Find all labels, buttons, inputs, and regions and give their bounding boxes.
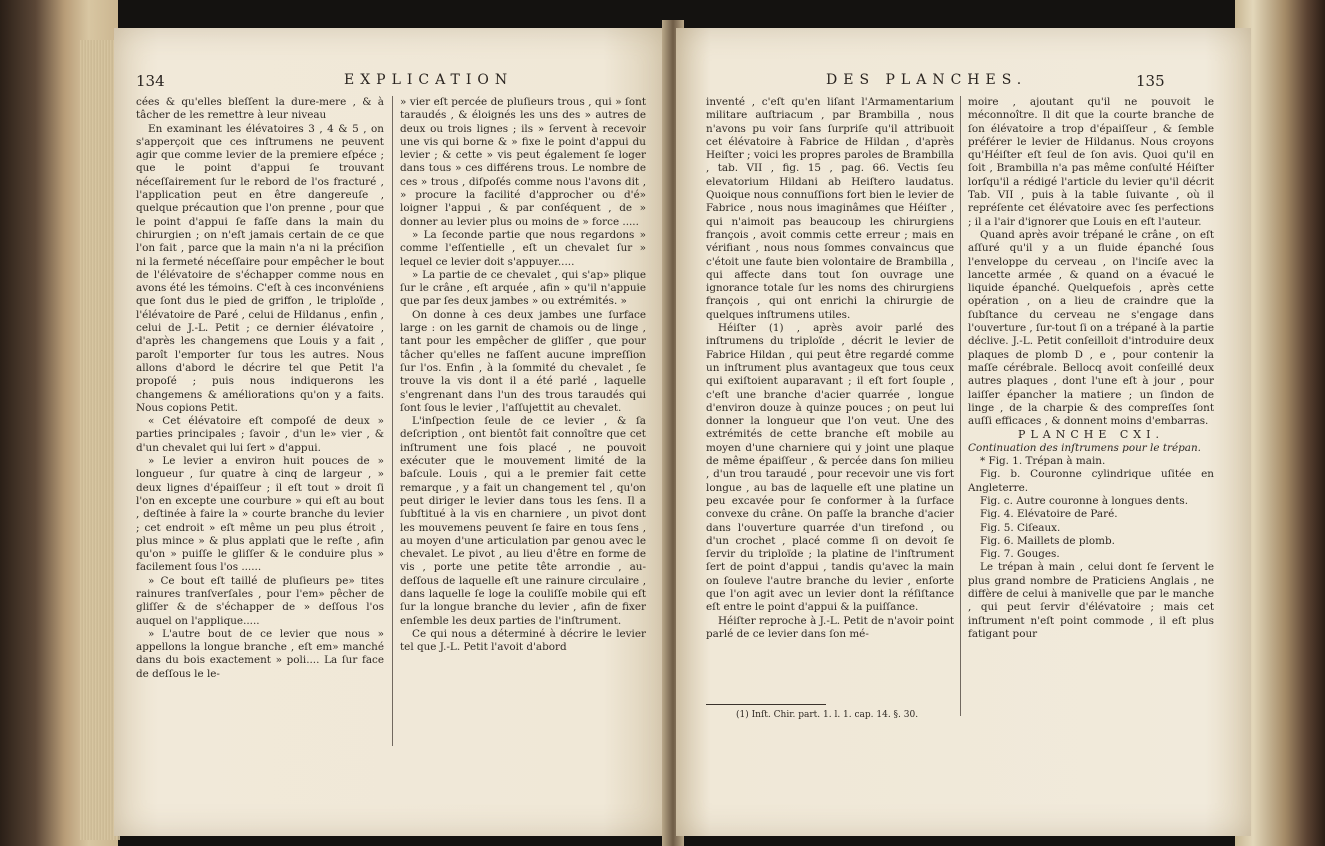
paragraph: » Le levier a environ huit pouces de » longueur , ſur quatre à cinq de largeur , » deux lignes d'épaiſſeur ; il eſt tout » droit ſi l'on en excepte une courbure » qui eſt au bout , deſtinée à faire la » courte branche du levier ; cet endroit » eſt même un peu plus étroit , plus mince » & plus applati que le reſte , afin qu'on » puiſſe le gliſſer & le conduire plus » facilement ſous l'os ...... bbox=[136, 455, 384, 574]
plate-heading: PLANCHE CXI. bbox=[1018, 428, 1164, 442]
paragraph: « Cet élévatoire eſt compoſé de deux » parties principales ; ſavoir , d'un le» vier , & d'un chevalet qui lui ſert » d'appui. bbox=[136, 415, 384, 454]
figure-item: Fig. 6. Maillets de plomb. bbox=[980, 534, 1115, 547]
paragraph: Héiſter reproche à J.-L. Petit de n'avoir point parlé de ce levier dans ſon mé- bbox=[706, 614, 954, 640]
left-column-2 bbox=[400, 96, 646, 654]
footnote: (1) Inſt. Chir. part. 1. l. 1. cap. 14. §. 30. bbox=[736, 710, 919, 720]
paragraph: Le trépan à main , celui dont ſe ſervent le plus grand nombre de Praticiens Anglais , ne diffère de celui à manivelle que par le manche , qui peut ſervir d'élévatoire ; mais cet inſtrument n'eſt point commode , il eſt plus fatigant pour bbox=[968, 561, 1214, 640]
footnote-rule bbox=[706, 704, 826, 705]
column-rule bbox=[960, 96, 961, 716]
plate-subtitle: Continuation des inſtrumens pour le trépan. bbox=[968, 441, 1201, 454]
paragraph: cées & qu'elles bleſſent la dure-mere , & à tâcher de les remettre à leur niveau bbox=[136, 96, 384, 122]
figure-item: * Fig. 1. Trépan à main. bbox=[980, 455, 1106, 468]
paragraph: » L'autre bout de ce levier que nous » appellons la longue branche , eſt em» manché dans du bois exactement » poli.... La ſur face de deſſous le le- bbox=[136, 627, 384, 680]
paragraph: inventé , c'eſt qu'en liſant l'Armamentarium militare auſtriacum , par Brambilla , nous n'avons pu voir ſans ſurpriſe qu'il attribuoit cet élévatoire à Fabrice de Hildan , d'après Heiſter ; voici les propres paroles de Brambilla , tab. VII , fig. 15 , pag. 66. Vectis ſeu elevatorium Hildani ab Heiſtero laudatus. Quoique nous connuſſions fort bien le levier de Fabrice , nous nous imaginâmes que Héiſter , qui n'aimoit pas beaucoup les chirurgiens françois , avoit commis cette erreur ; mais en vérifiant , nous nous ſommes convaincus que c'étoit une faute bien volontaire de Brambilla , qui affecte dans tout ſon ouvrage une ignorance totale ſur les noms des chirurgiens françois , qui ont enrichi la chirurgie de quelques inſtrumens utiles. bbox=[706, 96, 954, 321]
right-column-1 bbox=[706, 96, 954, 641]
figure-item: Fig. c. Autre couronne à longues dents. bbox=[980, 494, 1189, 507]
figure-item: Fig. 5. Ciſeaux. bbox=[980, 521, 1061, 534]
right-running-head: DES PLANCHES. bbox=[826, 72, 1028, 88]
paragraph: On donne à ces deux jambes une ſurface large : on les garnit de chamois ou de linge , tant pour les empêcher de gliſſer , que pour tâcher qu'elles ne faſſent aucune impreſſion ſur l'os. Enfin , à la ſommité du chevalet , ſe trouve la vis dont il a été parlé , laquelle s'engrenant dans l'un des trous taraudés qui ſont ſous le levier , l'aſſujettit au chevalet. bbox=[400, 308, 646, 414]
paragraph: Quand après avoir trépané le crâne , on eſt aſſuré qu'il y a un fluide épanché ſous l'enveloppe du cerveau , on l'inciſe avec la lancette armée , & quand on a évacué le liquide épanché. Quelquefois , après cette opération , on a lieu de craindre que la ſubſtance du cerveau ne s'engage dans l'ouverture , ſur-tout ſi on a trépané à la partie déclive. J.-L. Petit conſeilloit d'introduire deux plaques de plomb D , e , pour contenir la maſſe cérébrale. Bellocq avoit conſeillé deux autres plaques , dont l'une eſt à jour , pour laiſſer épancher la matiere ; un ſindon de linge , de la charpie & des compreſſes ſont auſſi efficaces , & donnent moins d'embarras. bbox=[968, 228, 1214, 428]
paragraph: » Ce bout eſt taillé de pluſieurs pe» tites rainures tranſverſales , pour l'em» pêcher de gliſſer & de s'échapper de » deſſous l'os auquel on l'applique..... bbox=[136, 574, 384, 627]
paragraph: » La partie de ce chevalet , qui s'ap» plique ſur le crâne , eſt arquée , afin » qu'il n'appuie que par ſes deux jambes » ou extrémités. » bbox=[400, 268, 646, 308]
left-running-head: EXPLICATION bbox=[344, 72, 514, 88]
figure-item: Fig. 7. Gouges. bbox=[980, 548, 1060, 561]
left-column-1 bbox=[136, 96, 384, 681]
paragraph: » vier eſt percée de pluſieurs trous , qui » ſont taraudés , & éloignés les uns des » autres de deux ou trois lignes ; ils » ſervent à recevoir une vis qui borne & » fixe le point d'appui du levier ; & cette » vis peut également ſe loger dans tous » ces différens trous. Le nombre de ces » trous , diſpoſés comme nous l'avons dit , » procure la facilité d'approcher ou d'é» loigner l'appui , & par conſéquent , de » donner au levier plus ou moins de » force ..... bbox=[400, 96, 646, 228]
paragraph: L'inſpection ſeule de ce levier , & ſa deſcription , ont bientôt fait connoître que cet inſtrument une fois placé , ne pouvoit exécuter que le mouvement limité de la baſcule. Louis , qui a le premier fait cette remarque , y a fait un changement tel , qu'on peut diriger le levier dans tous les ſens. Il a ſubſtitué à la vis en charniere , un pivot dont les mouvemens peuvent ſe faire en tous ſens , au moyen d'une articulation par genou avec le chevalet. Le pivot , au lieu d'être en forme de vis , porte une petite tête arrondie , au-deſſous de laquelle eſt une rainure circulaire , dans laquelle ſe loge la couliſſe mobile qui eſt ſur la longue branche du levier , afin de fixer enſemble les deux parties de l'inſtrument. bbox=[400, 415, 646, 627]
right-page-number: 135 bbox=[1136, 72, 1165, 90]
right-column-2 bbox=[968, 96, 1214, 641]
paragraph: moire , ajoutant qu'il ne pouvoit le méconnoître. Il dit que la courte branche de ſon élévatoire a trop d'épaiſſeur , & ſemble préférer le levier de Hildanus. Nous croyons qu'Héiſter eſt ſeul de ſon avis. Quoi qu'il en ſoit , Brambilla n'a pas même conſulté Héiſter lorſqu'il a rédigé l'article du levier qu'il décrit Tab. VII , puis à la table ſuivante , où il repréſente cet élévatoire avec ſes perfections ; il a l'air d'ignorer que Louis en eſt l'auteur. bbox=[968, 96, 1214, 228]
paragraph: Héiſter (1) , après avoir parlé des inſtrumens du triploïde , décrit le levier de Fabrice Hildan , qui peut être regardé comme un inſtrument plus avantageux que tous ceux qui exiſtoient auparavant ; il eſt fort ſouple , c'eſt une branche d'acier quarrée , longue d'environ douze à quinze pouces ; on peut lui donner la longueur que l'on veut. Une des extrémités de cette branche eſt mobile au moyen d'une charniere qui y joint une plaque de même épaiſſeur , & percée dans ſon milieu , d'un trou taraudé , pour recevoir une vis fort longue , au bas de laquelle eſt une platine un peu excavée pour ſe conformer à la ſurface convexe du crâne. On paſſe la branche d'acier dans l'ouverture quarrée d'un tirefond , ou d'un crochet , placé comme ſi on devoit ſe ſervir du triploïde ; la platine de l'inſtrument ſert de point d'appui , tandis qu'avec la main on ſouleve l'autre branche du levier , enſorte que l'on agit avec un levier dont la réſiſtance eſt entre le point d'appui & la puiſſance. bbox=[706, 322, 954, 614]
left-page bbox=[114, 28, 670, 836]
paragraph: Ce qui nous a déterminé à décrire le levier tel que J.-L. Petit l'avoit d'abord bbox=[400, 627, 646, 654]
figure-item: Fig. b. Couronne cylindrique uſitée en Angleterre. bbox=[968, 468, 1214, 494]
figure-item: Fig. 4. Elévatoire de Paré. bbox=[980, 508, 1118, 521]
left-page-number: 134 bbox=[136, 72, 165, 90]
right-page bbox=[676, 28, 1251, 836]
paragraph: » La ſeconde partie que nous regardons » comme l'eſſentielle , eſt un chevalet ſur » lequel ce levier doit s'appuyer..... bbox=[400, 228, 646, 268]
paragraph: En examinant les élévatoires 3 , 4 & 5 , on s'apperçoit que ces inſtrumens ne peuvent agir que comme levier de la premiere eſpéce ; que le point d'appui ſe trouvant néceſſairement ſur le rebord de l'os fracturé , l'application peut en être dangereuſe , quelque précaution que l'on prenne , pour que le point d'appui ſe faſſe dans la main du chirurgien ; on n'eſt jamais certain de ce que l'on fait , parce que la main n'a ni la préciſion ni la fermeté néceſſaire pour empêcher le bout de l'élévatoire de s'échapper comme nous en avons été les témoins. C'eſt à ces inconvéniens que ſont dus le pied de griffon , le triploïde , l'élévatoire de Paré , celui de Hildanus , enfin , celui de J.-L. Petit ; ce dernier élévatoire , d'après les changemens que Louis y a fait , paroît l'emporter ſur tous les autres. Nous allons d'abord le décrire tel que Petit l'a propoſé ; puis nous indiquerons les changemens & améliorations qu'on y a faits. Nous copions Petit. bbox=[136, 122, 384, 414]
column-rule bbox=[392, 96, 393, 746]
